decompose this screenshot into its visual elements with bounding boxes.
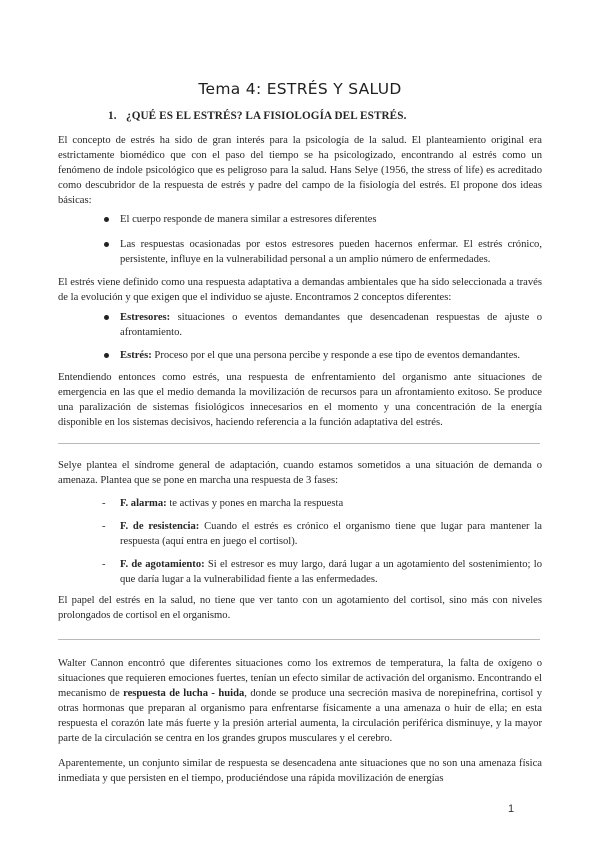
page-number: 1	[508, 803, 515, 815]
idea-item	[120, 212, 542, 227]
page-title: Tema 4: ESTRÉS Y SALUD	[198, 80, 402, 98]
idea-item	[120, 237, 542, 267]
concept-term: Estresores:	[120, 312, 171, 323]
intro-paragraph: El concepto de estrés ha sido de gran interés para la psicología de la salud. El planteamiento original era estrictamente biomédico que con el paso del tiempo se ha psicologizado, encontrando al estrés como un fenómeno de índole psicológico que es peligroso para la salud. Hans Selye (1956, the stress of life) es acreditado como descubridor de la respuesta de estrés y padre del campo de la fisiología del estrés. El propone dos ideas básicas:	[58, 135, 542, 206]
phase-item	[102, 519, 542, 549]
concept-term: Estrés:	[120, 350, 152, 361]
bullet-icon	[104, 353, 109, 358]
bullet-icon	[104, 217, 109, 222]
dash-marker: -	[102, 521, 106, 532]
phase-term: F. alarma:	[120, 498, 167, 509]
cannon-paragraph	[58, 656, 542, 746]
phase-text: Si el estresor es muy largo, dará lugar a un agotamiento del sostenimiento; lo que daría lugar a la vulnerabilidad fiente a las enfermedades.	[120, 559, 542, 585]
idea-text: El cuerpo responde de manera similar a estresores diferentes	[120, 214, 377, 225]
section-heading-text: ¿QUÉ ES EL ESTRÉS? LA FISIOLOGÍA DEL ESTRÉS.	[126, 110, 407, 122]
divider	[58, 443, 540, 444]
selye-paragraph: Selye plantea el síndrome general de adaptación, cuando estamos sometidos a una situación de demanda o amenaza. Plantea que se pone en marcha una respuesta de 3 fases:	[58, 460, 542, 486]
bullet-icon	[104, 315, 109, 320]
concept-text: Proceso por el que una persona percibe y responde a ese tipo de eventos demandantes.	[151, 350, 521, 361]
phase-item	[102, 557, 542, 587]
cannon-text-end: , donde se produce una secreción masiva de norepinefrina, cortisol y otras hormonas que preparan al organismo para enfrentarse físicamente a una amenaza o huir de ella; en esta respuesta el corazón late más fuerte y la presión arterial aumenta, la circulación periférica disminuye, y la mayor parte de la circulación se centra en los grandes grupos musculares y el cerebro.	[58, 688, 543, 744]
phase-item	[102, 496, 542, 511]
cannon-text-start: Walter Cannon encontró que diferentes situaciones como los extremos de temperatura, la falta de oxígeno o situaciones que requieren emociones fuertes, tenían un efecto similar de activación del organismo. Encontrando el mecanismo de	[58, 658, 542, 699]
dash-marker: -	[102, 498, 106, 509]
concept-text: situaciones o eventos demandantes que desencadenan respuestas de ajuste o afrontamiento.	[120, 312, 542, 338]
concept-item	[120, 310, 542, 340]
phase-term: F. de resistencia:	[120, 521, 200, 532]
section-number: 1.	[108, 110, 117, 122]
bullet-icon	[104, 242, 109, 247]
dash-marker: -	[102, 559, 106, 570]
cortisol-paragraph: El papel del estrés en la salud, no tiene que ver tanto con un agotamiento del cortisol, sino más con niveles prolongados de cortisol en el organismo.	[58, 595, 542, 621]
phase-text: Cuando el estrés es crónico el organismo tiene que lugar para mantener la respuesta (aquí entra en juego el cortisol).	[120, 521, 542, 547]
divider	[58, 639, 540, 640]
idea-text: Las respuestas ocasionadas por estos estresores pueden hacernos enfermar. El estrés crónico, persistente, influye en la vulnerabilidad personal a un amplio número de enfermedades.	[120, 239, 542, 265]
cannon-bold-term: respuesta de lucha - huida	[123, 688, 245, 699]
phase-term: F. de agotamiento:	[120, 559, 205, 570]
understanding-paragraph: Entendiendo entonces como estrés, una respuesta de enfrentamiento del organismo ante situaciones de emergencia en las que el medio demanda la movilización de recursos para un afrontamiento exitoso. Se produce una paralización de sistemas fisiológicos innecesarios en el momento y una concentración de la energía disponible en los sistemas decisivos, haciendo referencia a la función adaptativa del estrés.	[58, 372, 542, 428]
apparently-paragraph: Aparentemente, un conjunto similar de respuesta se desencadena ante situaciones que no son una amenaza física inmediata y que persisten en el tiempo, produciéndose una rápida movilización de energías	[58, 758, 542, 784]
definition-paragraph: El estrés viene definido como una respuesta adaptativa a demandas ambientales que ha sido seleccionada a través de la evolución y que exigen que el individuo se ajuste. Encontramos 2 conceptos diferentes:	[58, 277, 542, 303]
concept-item	[120, 348, 542, 363]
section-heading	[108, 110, 406, 122]
phase-text: te activas y pones en marcha la respuesta	[166, 498, 344, 509]
